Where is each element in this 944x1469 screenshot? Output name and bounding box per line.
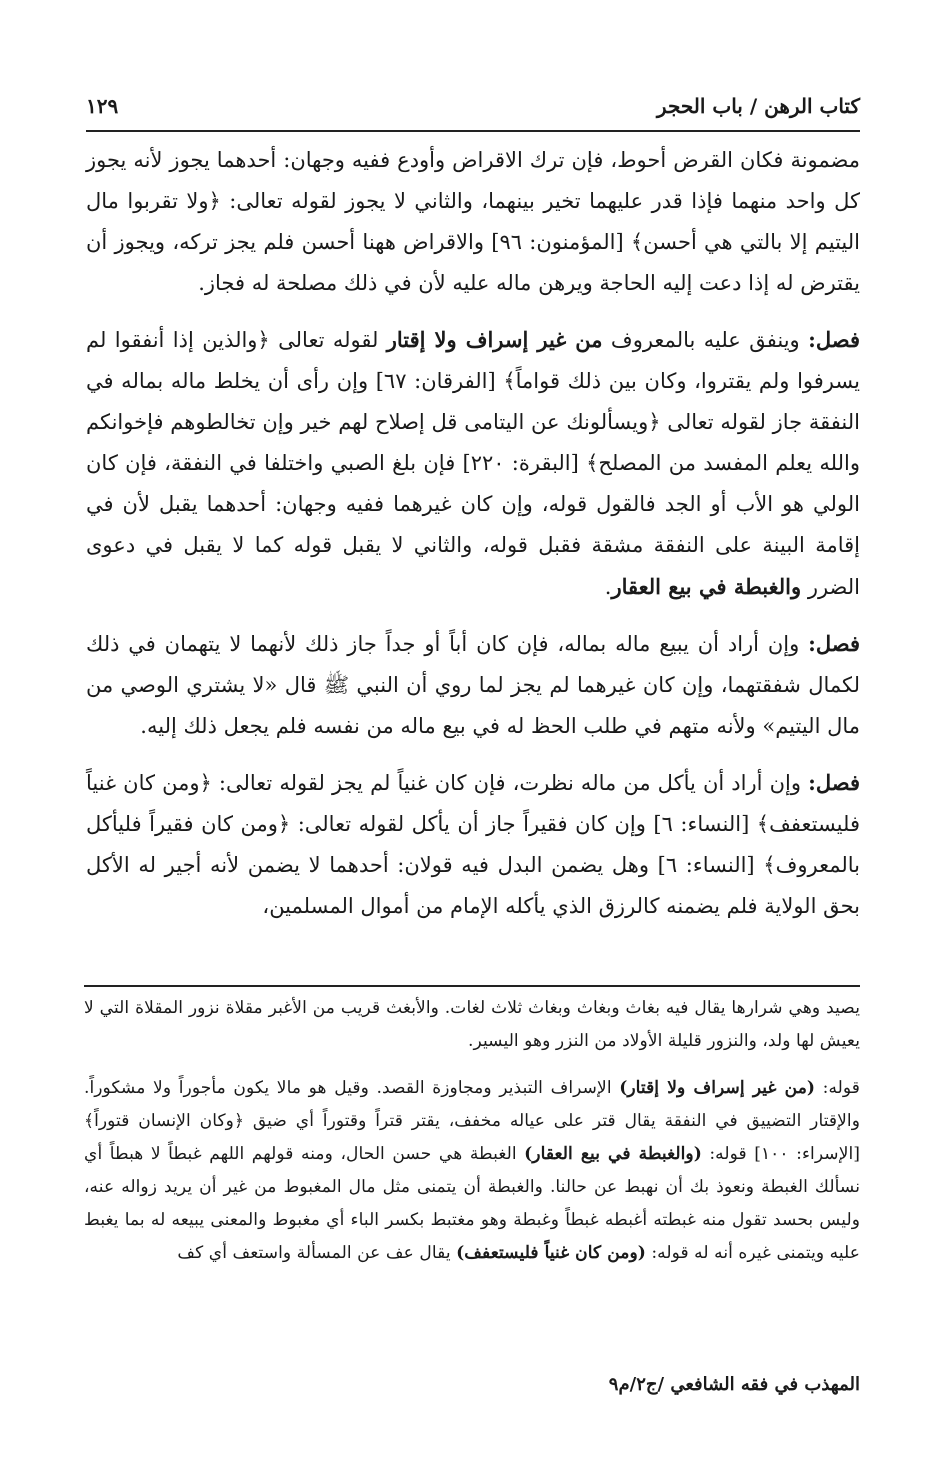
footnote	[84, 992, 860, 1058]
footnote-keyword: (ومن كان غنياً فليستعفف)	[456, 1243, 646, 1263]
paragraph-text: .	[604, 575, 612, 599]
footnote-text: يقال عف عن المسألة واستعف أي كف	[177, 1243, 457, 1263]
footnote-text: قوله:	[815, 1078, 860, 1098]
paragraph	[86, 319, 860, 608]
paragraph	[86, 140, 860, 304]
footnote-keyword: (والغبطة في بيع العقار)	[524, 1144, 702, 1164]
footnote-text: يصيد وهي شرارها يقال فيه بغاث وبغاث وبغاث ثلاث لغات. والأبغث قريب من الأغبر مقلاة نزور المقلاة التي لا يعيش لها ولد، والنزور قليلة الأولاد من النزر وهو اليسير.	[84, 998, 860, 1051]
footnote-rule	[84, 985, 860, 987]
page-number: ١٢٩	[86, 94, 119, 118]
section-label: فصل:	[808, 327, 860, 352]
paragraph-text: لقوله تعالى ﴿والذين إذا أنفقوا لم يسرفوا ولم يقتروا، وكان بين ذلك قواماً﴾ [الفرقان: ٦٧] وإن رأى أن يخلط ماله بماله في النفقة جاز لقوله تعالى ﴿ويسألونك عن اليتامى قل إصلاح لهم خير وإن تخالطوهم فإخوانكم والله يعلم المفسد من المصلح﴾ [البقرة: ٢٢٠] فإن بلغ الصبي واختلفا في النفقة، فإن كان الولي هو الأب أو الجد فالقول قوله، وإن كان غيرهما ففيه وجهان: أحدهما يقبل لأن في إقامة البينة على النفقة مشقة فقبل قوله، والثاني لا يقبل قوله كما لا يقبل في دعوى الضرر	[86, 328, 860, 599]
keyword: والغبطة في بيع العقار	[611, 574, 802, 599]
paragraph-text: وإن أراد أن يبيع ماله بماله، فإن كان أباً أو جداً جاز ذلك لأنهما لا يتهمان في ذلك لكمال شفقتهما، وإن كان غيرهما لم يجز لما روي أن النبي ﷺ قال «لا يشتري الوصي من مال اليتيم» ولأنه متهم في طلب الحظ له في بيع ماله من نفسه فلم يجعل ذلك إليه.	[86, 632, 860, 738]
signature-line: المهذب في فقه الشافعي /ج٢/م٩	[608, 1374, 860, 1395]
paragraph	[86, 762, 860, 927]
footnote-text: الإسراف التبذير ومجاوزة القصد. وقيل هو مالا يكون مأجوراً ولا مشكوراً. والإقتار التضييق في النفقة يقال قتر على عياله مخفف، يقتر قتراً وقتوراً أي ضيق ﴿وكان الإنسان قتوراً﴾ [الإسراء: ١٠٠] قوله:	[84, 1078, 860, 1164]
main-text	[86, 140, 860, 942]
paragraph	[86, 623, 860, 747]
running-header	[86, 88, 860, 124]
paragraph-text: مضمونة فكان القرض أحوط، فإن ترك الاقراض وأودع ففيه وجهان: أحدهما يجوز لأنه يجوز كل واحد منهما فإذا قدر عليهما تخير بينهما، والثاني لا يجوز لقوله تعالى: ﴿ولا تقربوا مال اليتيم إلا بالتي هي أحسن﴾ [المؤمنون: ٩٦] والاقراض ههنا أحسن فلم يجز تركه، ويجوز أن يقترض له إذا دعت إليه الحاجة ويرهن ماله عليه لأن في ذلك مصلحة له فجاز.	[86, 148, 860, 295]
section-label: فصل:	[808, 770, 860, 795]
paragraph-text: وينفق عليه بالمعروف	[602, 328, 809, 352]
chapter-title: كتاب الرهن / باب الحجر	[656, 94, 860, 118]
header-rule	[86, 130, 860, 132]
keyword: من غير إسراف ولا إقتار	[386, 327, 603, 352]
footnote	[84, 1072, 860, 1270]
footnote-text: الغبطة هي حسن الحال، ومنه قولهم اللهم غبطاً لا هبطاً أي نسألك الغبطة ونعوذ بك أن نهبط عن حالنا. والغبطة أن يتمنى مثل مال المغبوط من غير أن يريد زواله عنه، وليس بحسد تقول منه غبطته أغبطه غبطاً وغبطة وهو مغتبط بكسر الباء أي مغبوط والمعنى يبيعه له بما يغبط عليه ويتمنى غيره أنه له قوله:	[84, 1144, 860, 1263]
section-label: فصل:	[808, 631, 861, 656]
footnotes	[84, 992, 860, 1284]
footnote-keyword: (من غير إسراف ولا إقتار)	[619, 1078, 816, 1098]
paragraph-text: وإن أراد أن يأكل من ماله نظرت، فإن كان غنياً لم يجز لقوله تعالى: ﴿ومن كان غنياً فليستعفف﴾ [النساء: ٦] وإن كان فقيراً جاز أن يأكل لقوله تعالى: ﴿ومن كان فقيراً فليأكل بالمعروف﴾ [النساء: ٦] وهل يضمن البدل فيه قولان: أحدهما لا يضمن لأنه أجير له الأكل بحق الولاية فلم يضمنه كالرزق الذي يأكله الإمام من أموال المسلمين،	[86, 771, 861, 918]
